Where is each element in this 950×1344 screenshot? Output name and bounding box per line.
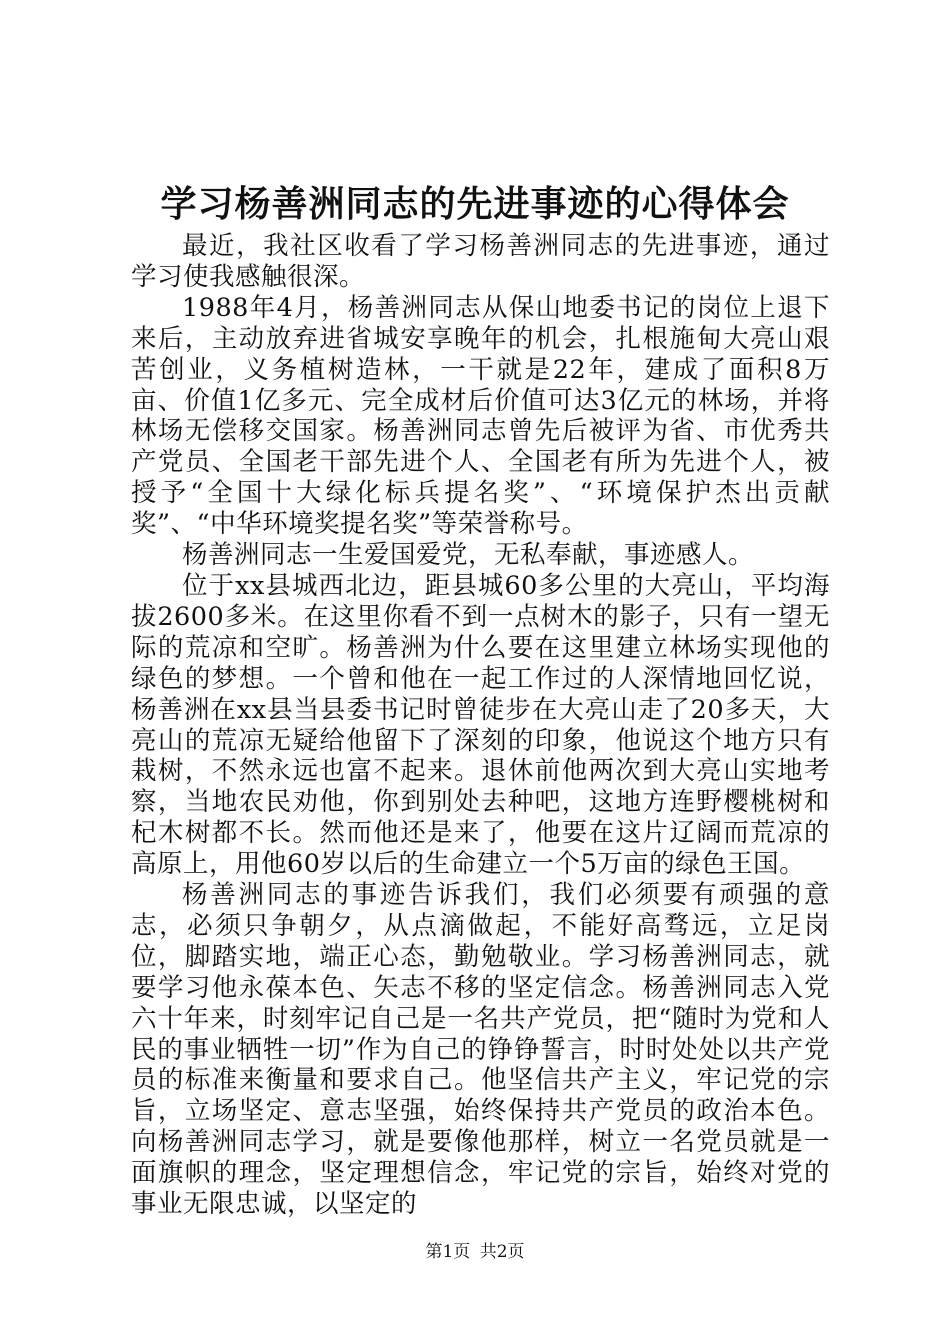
page-footer	[0, 1240, 950, 1264]
paragraph: 1988年4月，杨善洲同志从保山地委书记的岗位上退下来后，主动放弃进省城安享晚年的机会，扎根施甸大亮山艰苦创业，义务植树造林，一干就是22年，建成了面积8万亩、价值1亿多元、完全成材后价值可达3亿元的林场，并将林场无偿移交国家。杨善洲同志曾先后被评为省、市优秀共产党员、全国老干部先进个人、全国老有所为先进个人，被授予“全国十大绿化标兵提名奖”、“环境保护杰出贡献奖”、“中华环境奖提名奖”等荣誉称号。	[131, 292, 830, 540]
document-title: 学习杨善洲同志的先进事迹的心得体会	[160, 184, 790, 225]
page-number-current: 第1页	[425, 1242, 471, 1262]
page-number-total: 共2页	[479, 1242, 525, 1262]
document-body	[131, 231, 830, 1220]
paragraph: 杨善洲同志的事迹告诉我们，我们必须要有顽强的意志，必须只争朝夕，从点滴做起，不能好高骛远，立足岗位，脚踏实地，端正心态，勤勉敬业。学习杨善洲同志，就要学习他永葆本色、矢志不移的坚定信念。杨善洲同志入党六十年来，时刻牢记自己是一名共产党员，把“随时为党和人民的事业牺牲一切”作为自己的铮铮誓言，时时处处以共产党员的标准来衡量和要求自己。他坚信共产主义，牢记党的宗旨，立场坚定、意志坚强，始终保持共产党员的政治本色。向杨善洲同志学习，就是要像他那样，树立一名党员就是一面旗帜的理念，坚定理想信念，牢记党的宗旨，始终对党的事业无限忠诚，以坚定的	[131, 880, 830, 1220]
paragraph: 杨善洲同志一生爱国爱党，无私奉献，事迹感人。	[182, 540, 755, 571]
paragraph: 位于xx县城西北边，距县城60多公里的大亮山，平均海拔2600多米。在这里你看不到一点树木的影子，只有一望无际的荒凉和空旷。杨善洲为什么要在这里建立林场实现他的绿色的梦想。一个曾和他在一起工作过的人深情地回忆说，杨善洲在xx县当县委书记时曾徒步在大亮山走了20多天，大亮山的荒凉无疑给他留下了深刻的印象，他说这个地方只有栽树，不然永远也富不起来。退休前他两次到大亮山实地考察，当地农民劝他，你到别处去种吧，这地方连野樱桃树和杞木树都不长。然而他还是来了，他要在这片辽阔而荒凉的高原上，用他60岁以后的生命建立一个5万亩的绿色王国。	[131, 570, 830, 880]
paragraph: 最近，我社区收看了学习杨善洲同志的先进事迹，通过学习使我感触很深。	[131, 231, 830, 292]
